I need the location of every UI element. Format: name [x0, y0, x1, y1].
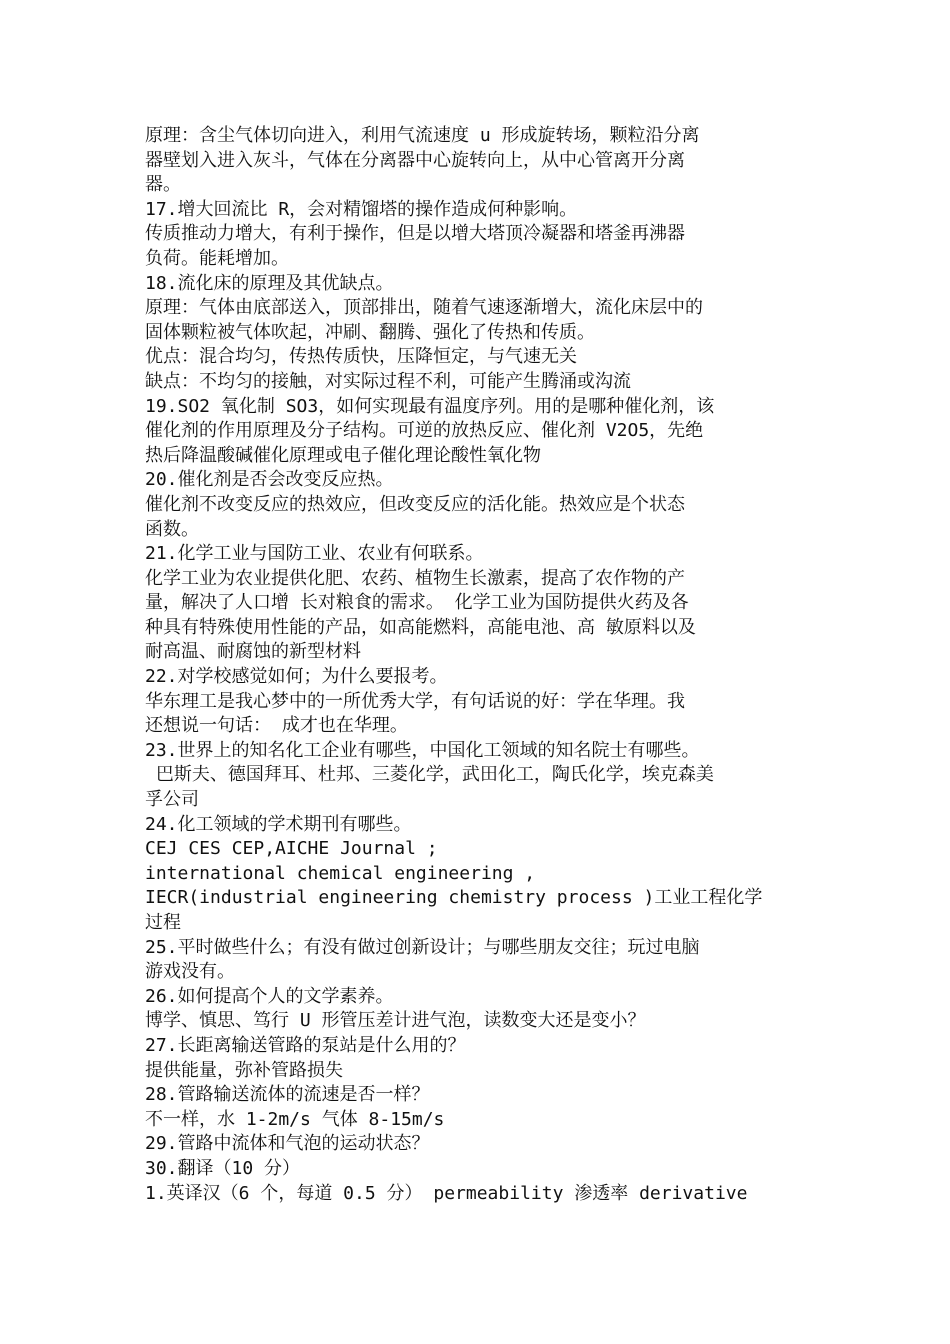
text-line: 游戏没有。	[145, 961, 235, 983]
text-line: 原理：含尘气体切向进入，利用气流速度 u 形成旋转场，颗粒沿分离	[145, 125, 700, 146]
question-heading: 26.如何提高个人的文学素养。	[145, 985, 394, 1007]
question-heading: 18.流化床的原理及其优缺点。	[145, 272, 394, 294]
text-line: 优点：混合均匀，传热传质快，压降恒定，与气速无关	[145, 346, 577, 368]
text-line: 孚公司	[145, 789, 199, 811]
text-line: 器壁划入进入灰斗，气体在分离器中心旋转向上，从中心管离开分离	[145, 149, 685, 171]
question-heading: 30.翻译（10 分）	[145, 1157, 301, 1179]
text-line: 过程	[145, 912, 181, 933]
text-line: 巴斯夫、德国拜耳、杜邦、三菱化学，武田化工，陶氏化学，埃克森美	[145, 764, 714, 786]
question-heading: 17.增大回流比 R，会对精馏塔的操作造成何种影响。	[145, 198, 578, 220]
question-heading: 23.世界上的知名化工企业有哪些，中国化工领域的知名院士有哪些。	[145, 739, 700, 761]
question-heading: 27.长距离输送管路的泵站是什么用的？	[145, 1034, 466, 1056]
text-line: IECR(industrial engineering chemistry process )工业工程化学	[145, 887, 763, 909]
text-line: 原理：气体由底部送入，顶部排出，随着气速逐渐增大，流化床层中的	[145, 297, 703, 319]
text-line: 耐高温、耐腐蚀的新型材料	[145, 641, 361, 663]
document-body	[145, 124, 815, 1206]
question-heading: 21.化学工业与国防工业、农业有何联系。	[145, 543, 484, 565]
text-line: 化学工业为农业提供化肥、农药、植物生长激素，提高了农作物的产	[145, 567, 685, 589]
text-line: 催化剂不改变反应的热效应，但改变反应的活化能。热效应是个状态	[145, 493, 685, 515]
text-line: 热后降温酸碱催化原理或电子催化理论酸性氧化物	[145, 444, 541, 466]
text-line: 还想说一句话： 成才也在华理。	[145, 715, 408, 737]
question-heading: 24.化工领域的学术期刊有哪些。	[145, 813, 412, 835]
text-line: 函数。	[145, 518, 199, 540]
text-line: 提供能量，弥补管路损失	[145, 1059, 343, 1081]
text-line: 传质推动力增大，有利于操作，但是以增大塔顶冷凝器和塔釜再沸器	[145, 223, 685, 245]
text-line: 催化剂的作用原理及分子结构。可逆的放热反应、催化剂 V2O5，先绝	[145, 420, 704, 442]
text-line: CEJ CES CEP,AICHE Journal ;	[145, 838, 438, 860]
question-heading: 28.管路输送流体的流速是否一样？	[145, 1084, 430, 1106]
text-line: 量，解决了人口增 长对粮食的需求。 化学工业为国防提供火药及各	[145, 592, 689, 614]
text-line: 1.英译汉（6 个，每道 0.5 分） permeability 渗透率 derivative	[145, 1182, 748, 1204]
question-heading: 19.SO2 氧化制 SO3，如何实现最有温度序列。用的是哪种催化剂，该	[145, 395, 715, 417]
text-line: 器。	[145, 174, 181, 196]
text-line: 负荷。能耗增加。	[145, 247, 289, 269]
text-line: 华东理工是我心梦中的一所优秀大学，有句话说的好：学在华理。我	[145, 690, 685, 712]
text-line: 博学、慎思、笃行 U 形管压差计进气泡，读数变大还是变小？	[145, 1010, 646, 1032]
text-line: 种具有特殊使用性能的产品，如高能燃料，高能电池、高 敏原料以及	[145, 616, 696, 638]
text-line: 不一样，水 1-2m/s 气体 8-15m/s	[145, 1108, 445, 1130]
text-line: 缺点：不均匀的接触，对实际过程不利，可能产生腾涌或沟流	[145, 370, 631, 392]
question-heading: 20.催化剂是否会改变反应热。	[145, 469, 394, 491]
text-line: international chemical engineering ,	[145, 862, 536, 884]
question-heading: 29.管路中流体和气泡的运动状态？	[145, 1133, 430, 1155]
text-line: 固体颗粒被气体吹起，冲刷、翻腾、强化了传热和传质。	[145, 321, 595, 343]
question-heading: 25.平时做些什么；有没有做过创新设计；与哪些朋友交往；玩过电脑	[145, 936, 700, 958]
question-heading: 22.对学校感觉如何；为什么要报考。	[145, 666, 448, 688]
